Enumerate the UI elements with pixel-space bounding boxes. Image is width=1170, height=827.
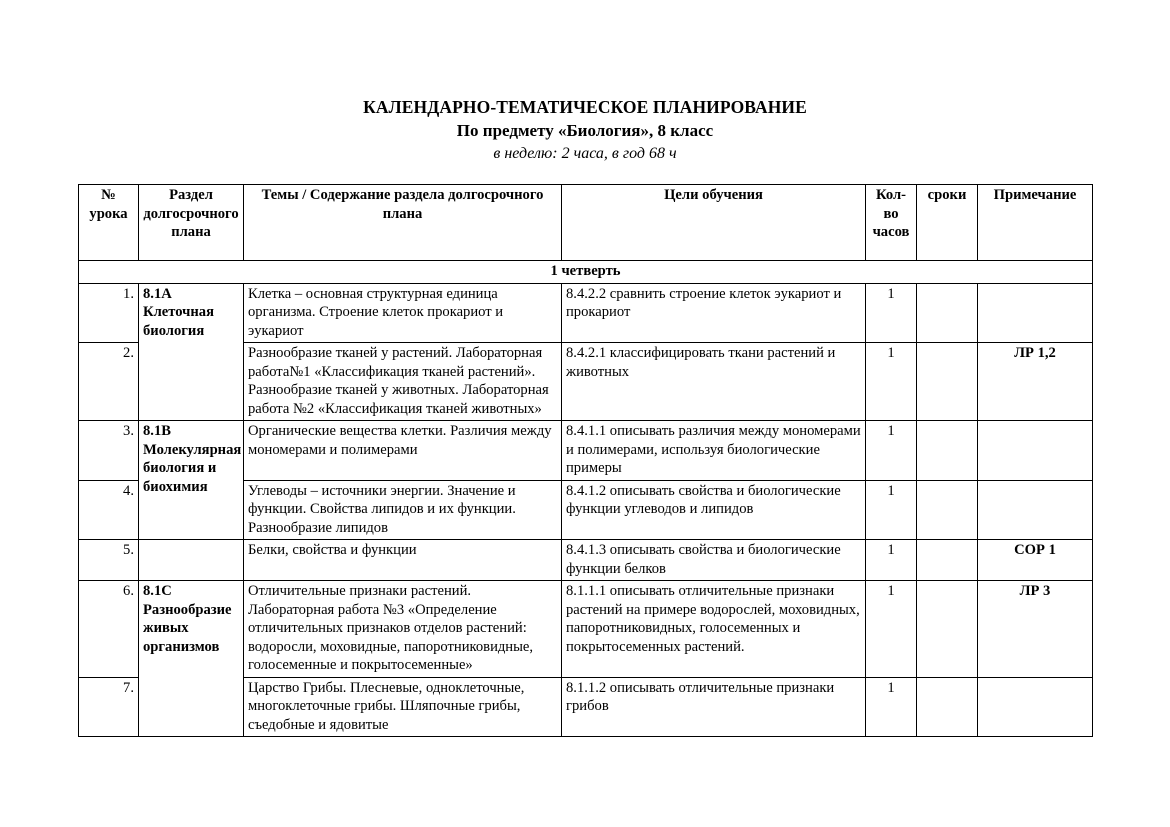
cell-hours: 1 — [866, 677, 917, 737]
cell-dates — [917, 581, 978, 678]
column-header-hours: Кол-во часов — [866, 185, 917, 261]
cell-section: 8.1В Молекулярная биология и биохимия — [139, 421, 244, 540]
column-header-theme: Темы / Содержание раздела долгосрочного плана — [244, 185, 562, 261]
cell-lesson-number: 2. — [79, 343, 139, 421]
document-header — [0, 0, 1170, 165]
cell-dates — [917, 677, 978, 737]
cell-hours: 1 — [866, 581, 917, 678]
column-header-goals: Цели обучения — [562, 185, 866, 261]
cell-theme: Углеводы – источники энергии. Значение и функции. Свойства липидов и их функции. Разнообразие липидов — [244, 480, 562, 540]
cell-lesson-number: 1. — [79, 283, 139, 343]
cell-goals: 8.4.2.1 классифицировать ткани растений и животных — [562, 343, 866, 421]
cell-hours: 1 — [866, 480, 917, 540]
cell-section: 8.1С Разнообразие живых организмов — [139, 581, 244, 737]
page-hours-note: в неделю: 2 часа, в год 68 ч — [493, 145, 677, 162]
cell-goals: 8.4.1.1 описывать различия между мономерами и полимерами, используя биологические примеры — [562, 421, 866, 481]
cell-goals: 8.4.1.3 описывать свойства и биологические функции белков — [562, 540, 866, 581]
table-row — [79, 540, 1093, 581]
page-title: КАЛЕНДАРНО-ТЕМАТИЧЕСКОЕ ПЛАНИРОВАНИЕ — [363, 97, 807, 117]
cell-theme: Клетка – основная структурная единица организма. Строение клеток прокариот и эукариот — [244, 283, 562, 343]
column-header-note: Примечание — [978, 185, 1093, 261]
cell-theme: Разнообразие тканей у растений. Лабораторная работа№1 «Классификация тканей растений». Разнообразие тканей у животных. Лабораторная работа №2 «Классификация тканей животных» — [244, 343, 562, 421]
cell-dates — [917, 540, 978, 581]
table-body — [79, 261, 1093, 737]
cell-note: СОР 1 — [978, 540, 1093, 581]
table-header-row — [79, 185, 1093, 261]
cell-lesson-number: 4. — [79, 480, 139, 540]
cell-lesson-number: 3. — [79, 421, 139, 481]
cell-hours: 1 — [866, 421, 917, 481]
page-subtitle: По предмету «Биология», 8 класс — [456, 121, 714, 140]
cell-note: ЛР 3 — [978, 581, 1093, 678]
cell-note: ЛР 1,2 — [978, 343, 1093, 421]
cell-dates — [917, 421, 978, 481]
cell-goals: 8.4.2.2 сравнить строение клеток эукариот и прокариот — [562, 283, 866, 343]
cell-note — [978, 283, 1093, 343]
cell-lesson-number: 5. — [79, 540, 139, 581]
cell-note — [978, 677, 1093, 737]
cell-dates — [917, 283, 978, 343]
cell-section: 8.1А Клеточная биология — [139, 283, 244, 421]
quarter-section-row — [79, 261, 1093, 284]
cell-dates — [917, 480, 978, 540]
cell-lesson-number: 7. — [79, 677, 139, 737]
cell-theme: Органические вещества клетки. Различия между мономерами и полимерами — [244, 421, 562, 481]
quarter-label: 1 четверть — [79, 261, 1093, 284]
cell-goals: 8.4.1.2 описывать свойства и биологические функции углеводов и липидов — [562, 480, 866, 540]
cell-note — [978, 480, 1093, 540]
cell-goals: 8.1.1.1 описывать отличительные признаки растений на примере водорослей, моховидных, папоротниковидных, голосеменных и покрытосеменных растений. — [562, 581, 866, 678]
cell-hours: 1 — [866, 343, 917, 421]
table-row — [79, 283, 1093, 343]
cell-lesson-number: 6. — [79, 581, 139, 678]
table-row — [79, 421, 1093, 481]
cell-hours: 1 — [866, 540, 917, 581]
column-header-section: Раздел долгосрочного плана — [139, 185, 244, 261]
column-header-dates: сроки — [917, 185, 978, 261]
column-header-lesson-number: № урока — [79, 185, 139, 261]
cell-hours: 1 — [866, 283, 917, 343]
cell-theme: Отличительные признаки растений. Лабораторная работа №3 «Определение отличительных признаков отделов растений: водоросли, моховидные, папоротниковидные, голосеменные и покрытосеменные» — [244, 581, 562, 678]
cell-dates — [917, 343, 978, 421]
cell-note — [978, 421, 1093, 481]
table-row — [79, 581, 1093, 678]
cell-section — [139, 540, 244, 581]
cell-goals: 8.1.1.2 описывать отличительные признаки грибов — [562, 677, 866, 737]
cell-theme: Белки, свойства и функции — [244, 540, 562, 581]
calendar-thematic-planning-table — [78, 184, 1093, 737]
cell-theme: Царство Грибы. Плесневые, одноклеточные, многоклеточные грибы. Шляпочные грибы, съедобные и ядовитые — [244, 677, 562, 737]
